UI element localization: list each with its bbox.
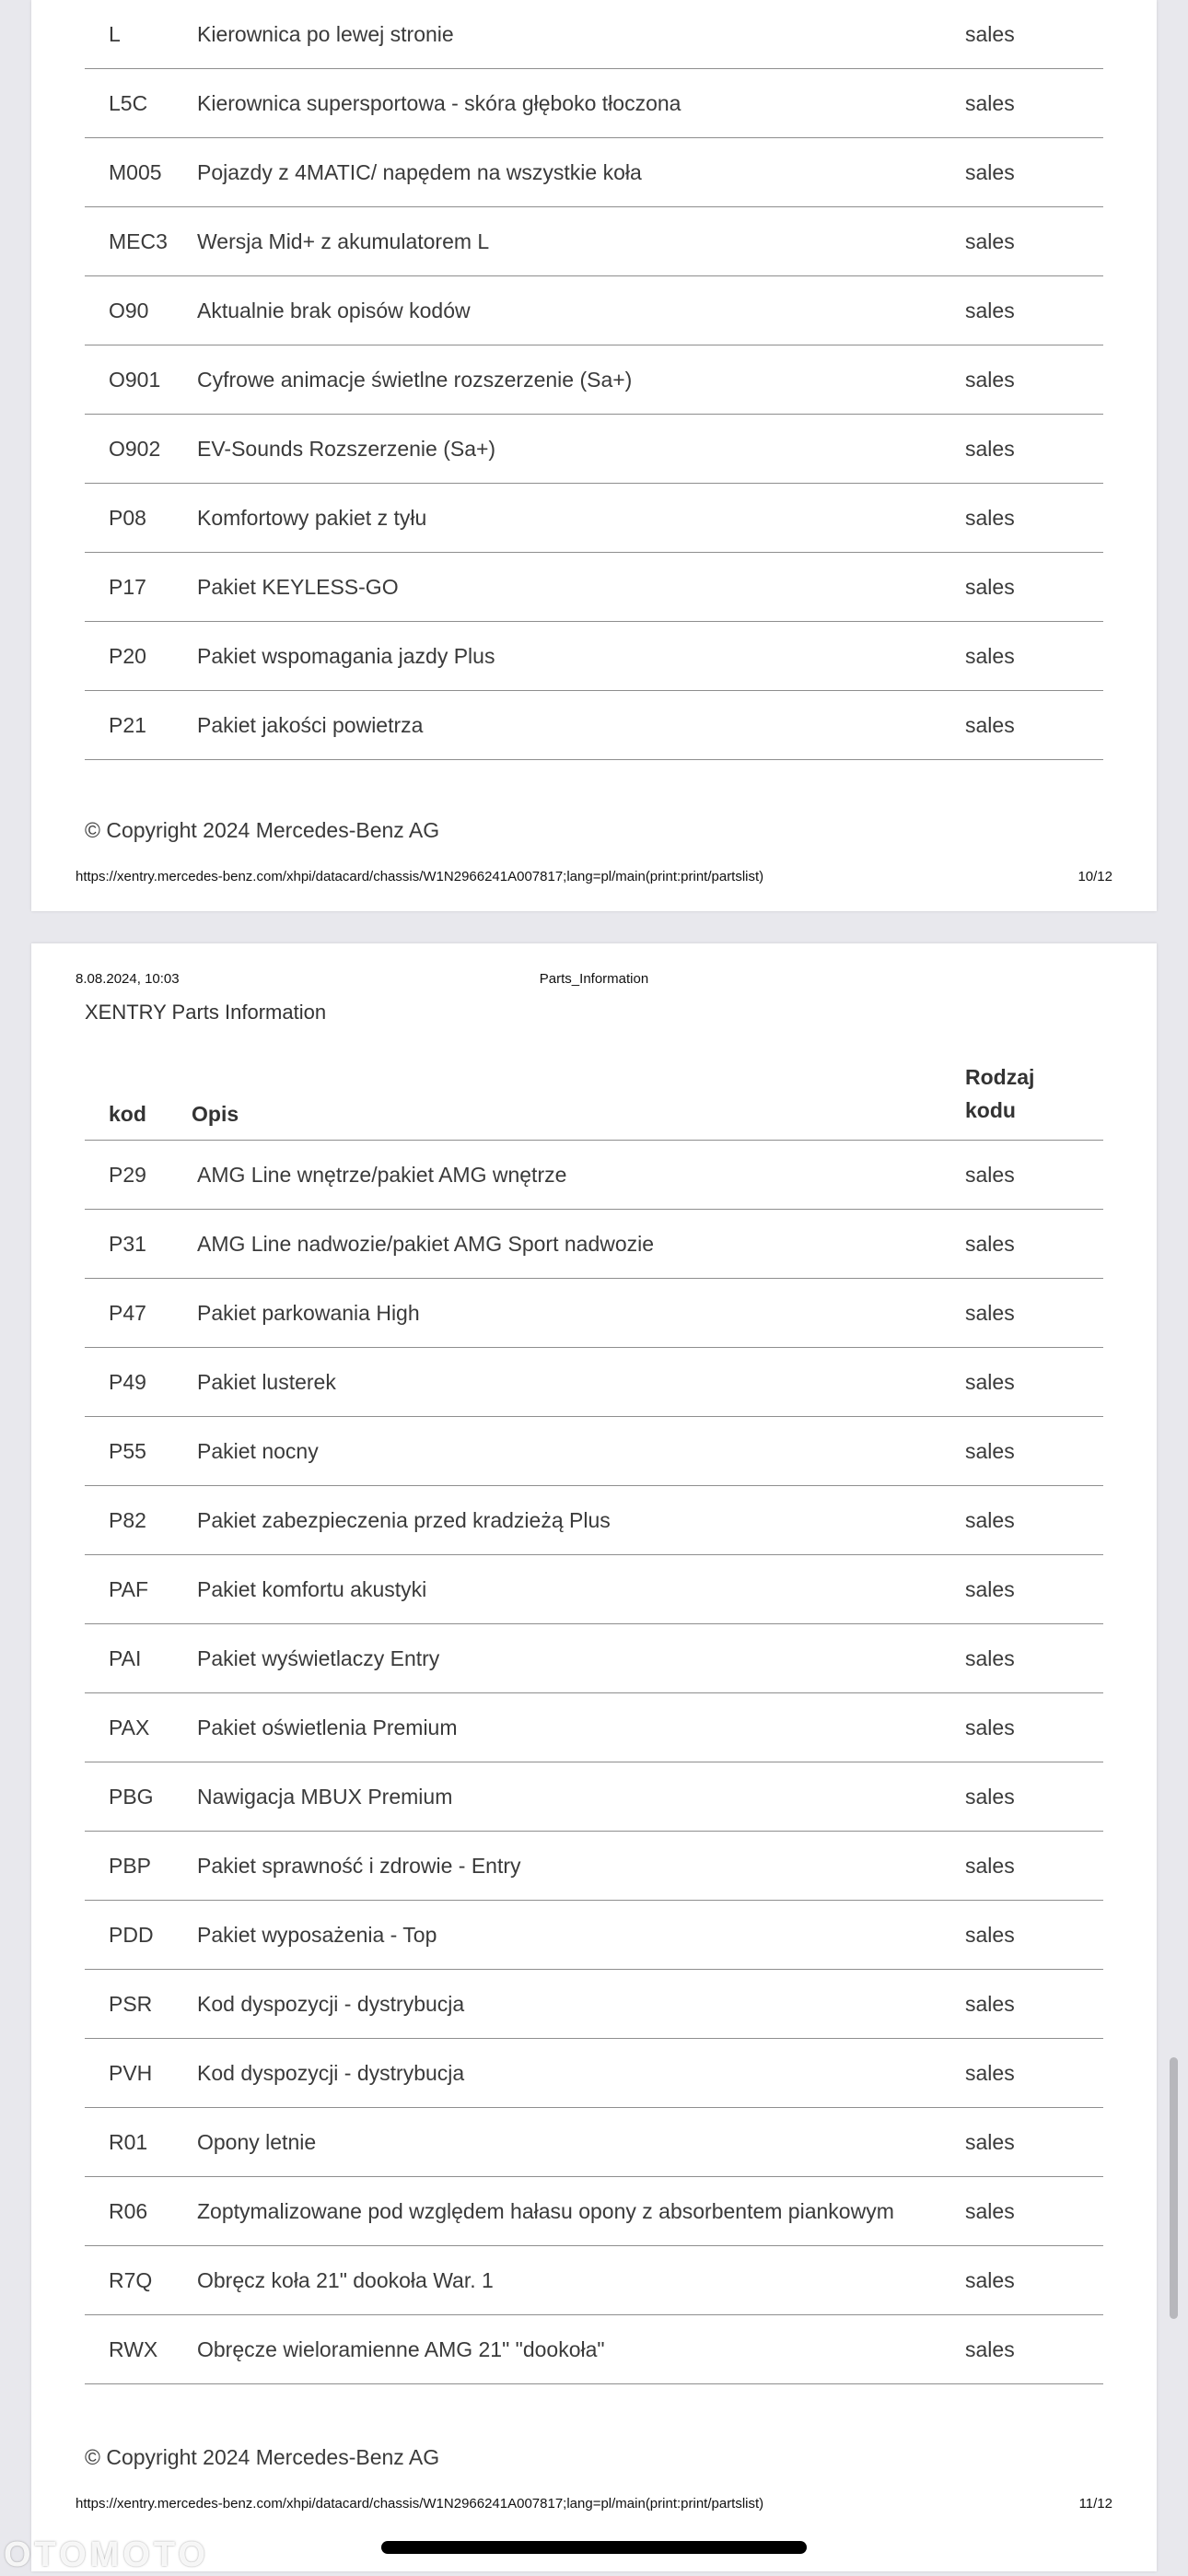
cell-type: sales	[965, 21, 1015, 46]
cell-type: sales	[965, 436, 1015, 461]
cell-description: Kod dyspozycji - dystrybucja	[197, 1991, 465, 2016]
cell-description: Pakiet nocny	[197, 1438, 319, 1463]
table-row	[85, 484, 1103, 553]
cell-description: AMG Line wnętrze/pakiet AMG wnętrze	[197, 1162, 567, 1187]
cell-description: Opony letnie	[197, 2129, 317, 2154]
column-header-code: kod	[109, 1102, 146, 1126]
cell-description: Pakiet zabezpieczenia przed kradzieżą Plus	[197, 1507, 611, 1532]
column-header-type-line2: kodu	[965, 1098, 1016, 1122]
cell-code: PDD	[109, 1922, 154, 1947]
cell-code: PAX	[109, 1715, 150, 1739]
cell-code: PSR	[109, 1991, 153, 2016]
cell-type: sales	[965, 1300, 1015, 1325]
cell-description: Cyfrowe animacje świetlne rozszerzenie (Sa+)	[197, 367, 633, 392]
document-title: XENTRY Parts Information	[85, 1001, 327, 1024]
table-row	[85, 1348, 1103, 1417]
cell-type: sales	[965, 159, 1015, 184]
cell-code: P08	[109, 505, 146, 530]
cell-code: O902	[109, 436, 161, 461]
cell-description: Pojazdy z 4MATIC/ napędem na wszystkie koła	[197, 159, 642, 184]
cell-type: sales	[965, 2336, 1015, 2361]
cell-code: P21	[109, 712, 146, 737]
column-header-description: Opis	[192, 1102, 239, 1126]
cell-description: Pakiet KEYLESS-GO	[197, 574, 399, 599]
cell-code: PBP	[109, 1853, 152, 1878]
table-row	[85, 1141, 1103, 1210]
cell-type: sales	[965, 1784, 1015, 1809]
cell-type: sales	[965, 574, 1015, 599]
cell-description: Nawigacja MBUX Premium	[197, 1784, 453, 1809]
cell-type: sales	[965, 1576, 1015, 1601]
table-row	[85, 2315, 1103, 2384]
watermark-logo: OTOMOTO	[4, 2535, 209, 2574]
cell-code: P20	[109, 643, 146, 668]
cell-type: sales	[965, 2060, 1015, 2085]
cell-type: sales	[965, 1853, 1015, 1878]
cell-description: Pakiet wyposażenia - Top	[197, 1922, 437, 1947]
cell-description: Pakiet lusterek	[197, 1369, 336, 1394]
cell-code: PBG	[109, 1784, 154, 1809]
document-page-11	[31, 943, 1157, 2571]
table-row	[85, 1901, 1103, 1970]
copyright-text: © Copyright 2024 Mercedes-Benz AG	[85, 818, 440, 842]
parts-table	[85, 1058, 1103, 2384]
cell-type: sales	[965, 90, 1015, 115]
print-header-title: Parts_Information	[539, 971, 649, 987]
cell-description: Obręcz koła 21" dookoła War. 1	[197, 2267, 494, 2292]
cell-code: P82	[109, 1507, 146, 1532]
table-row	[85, 1832, 1103, 1901]
cell-code: RWX	[109, 2336, 158, 2361]
cell-description: Zoptymalizowane pod względem hałasu opony z absorbentem piankowym	[197, 2198, 894, 2223]
page-number: 10/12	[1077, 869, 1112, 884]
parts-table	[85, 0, 1103, 760]
footer-url: https://xentry.mercedes-benz.com/xhpi/datacard/chassis/W1N2966241A007817;lang=pl/main(print:print/partslist)	[76, 869, 764, 884]
cell-description: Kod dyspozycji - dystrybucja	[197, 2060, 465, 2085]
cell-type: sales	[965, 1922, 1015, 1947]
cell-description: EV-Sounds Rozszerzenie (Sa+)	[197, 436, 496, 461]
table-row	[85, 207, 1103, 276]
cell-code: PVH	[109, 2060, 153, 2085]
cell-type: sales	[965, 505, 1015, 530]
cell-description: Kierownica po lewej stronie	[197, 21, 454, 46]
cell-code: P17	[109, 574, 146, 599]
cell-type: sales	[965, 298, 1015, 322]
document-page-10	[31, 0, 1157, 911]
cell-code: L5C	[109, 90, 148, 115]
table-header-row	[85, 1058, 1103, 1141]
table-row	[85, 0, 1103, 69]
cell-description: Obręcze wieloramienne AMG 21" "dookoła"	[197, 2336, 605, 2361]
cell-description: Wersja Mid+ z akumulatorem L	[197, 228, 490, 253]
cell-code: MEC3	[109, 228, 168, 253]
column-header-type	[965, 1060, 1103, 1127]
cell-code: O90	[109, 298, 149, 322]
cell-type: sales	[965, 2198, 1015, 2223]
print-date: 8.08.2024, 10:03	[76, 971, 180, 987]
cell-type: sales	[965, 1369, 1015, 1394]
cell-description: Aktualnie brak opisów kodów	[197, 298, 471, 322]
table-row	[85, 2108, 1103, 2177]
table-row	[85, 1970, 1103, 2039]
page-number: 11/12	[1078, 2496, 1112, 2512]
cell-description: Pakiet wyświetlaczy Entry	[197, 1645, 440, 1670]
cell-type: sales	[965, 1438, 1015, 1463]
table-row	[85, 138, 1103, 207]
cell-description: Komfortowy pakiet z tyłu	[197, 505, 427, 530]
home-indicator[interactable]	[381, 2541, 807, 2554]
table-row	[85, 2039, 1103, 2108]
cell-description: Pakiet oświetlenia Premium	[197, 1715, 458, 1739]
table-row	[85, 276, 1103, 345]
cell-code: R01	[109, 2129, 148, 2154]
cell-code: PAI	[109, 1645, 142, 1670]
cell-description: Pakiet wspomagania jazdy Plus	[197, 643, 495, 668]
scrollbar-thumb[interactable]	[1170, 2057, 1178, 2319]
cell-type: sales	[965, 228, 1015, 253]
table-row	[85, 1210, 1103, 1279]
cell-code: P29	[109, 1162, 146, 1187]
cell-type: sales	[965, 1991, 1015, 2016]
cell-type: sales	[965, 712, 1015, 737]
cell-type: sales	[965, 1715, 1015, 1739]
table-row	[85, 1762, 1103, 1832]
cell-code: P47	[109, 1300, 146, 1325]
cell-code: P49	[109, 1369, 146, 1394]
cell-type: sales	[965, 367, 1015, 392]
table-row	[85, 415, 1103, 484]
copyright-text: © Copyright 2024 Mercedes-Benz AG	[85, 2445, 440, 2469]
table-row	[85, 1417, 1103, 1486]
table-row	[85, 691, 1103, 760]
cell-type: sales	[965, 643, 1015, 668]
table-row	[85, 1279, 1103, 1348]
table-row	[85, 553, 1103, 622]
table-row	[85, 69, 1103, 138]
cell-description: Pakiet sprawność i zdrowie - Entry	[197, 1853, 521, 1878]
cell-type: sales	[965, 1231, 1015, 1256]
table-row	[85, 1555, 1103, 1624]
cell-code: O901	[109, 367, 161, 392]
table-row	[85, 345, 1103, 415]
cell-type: sales	[965, 2129, 1015, 2154]
cell-code: R06	[109, 2198, 148, 2223]
table-row	[85, 1693, 1103, 1762]
table-row	[85, 2177, 1103, 2246]
cell-description: Kierownica supersportowa - skóra głęboko tłoczona	[197, 90, 681, 115]
footer-url: https://xentry.mercedes-benz.com/xhpi/datacard/chassis/W1N2966241A007817;lang=pl/main(print:print/partslist)	[76, 2496, 764, 2512]
table-row	[85, 2246, 1103, 2315]
cell-description: AMG Line nadwozie/pakiet AMG Sport nadwozie	[197, 1231, 655, 1256]
column-header-type-line1: Rodzaj	[965, 1065, 1035, 1089]
cell-code: PAF	[109, 1576, 149, 1601]
cell-description: Pakiet jakości powietrza	[197, 712, 424, 737]
cell-description: Pakiet komfortu akustyki	[197, 1576, 427, 1601]
cell-code: M005	[109, 159, 162, 184]
table-row	[85, 1624, 1103, 1693]
cell-type: sales	[965, 2267, 1015, 2292]
cell-code: R7Q	[109, 2267, 153, 2292]
cell-code: P31	[109, 1231, 146, 1256]
cell-type: sales	[965, 1507, 1015, 1532]
cell-code: P55	[109, 1438, 146, 1463]
cell-type: sales	[965, 1645, 1015, 1670]
cell-type: sales	[965, 1162, 1015, 1187]
table-row	[85, 1486, 1103, 1555]
cell-description: Pakiet parkowania High	[197, 1300, 420, 1325]
cell-code: L	[109, 21, 121, 46]
table-row	[85, 622, 1103, 691]
